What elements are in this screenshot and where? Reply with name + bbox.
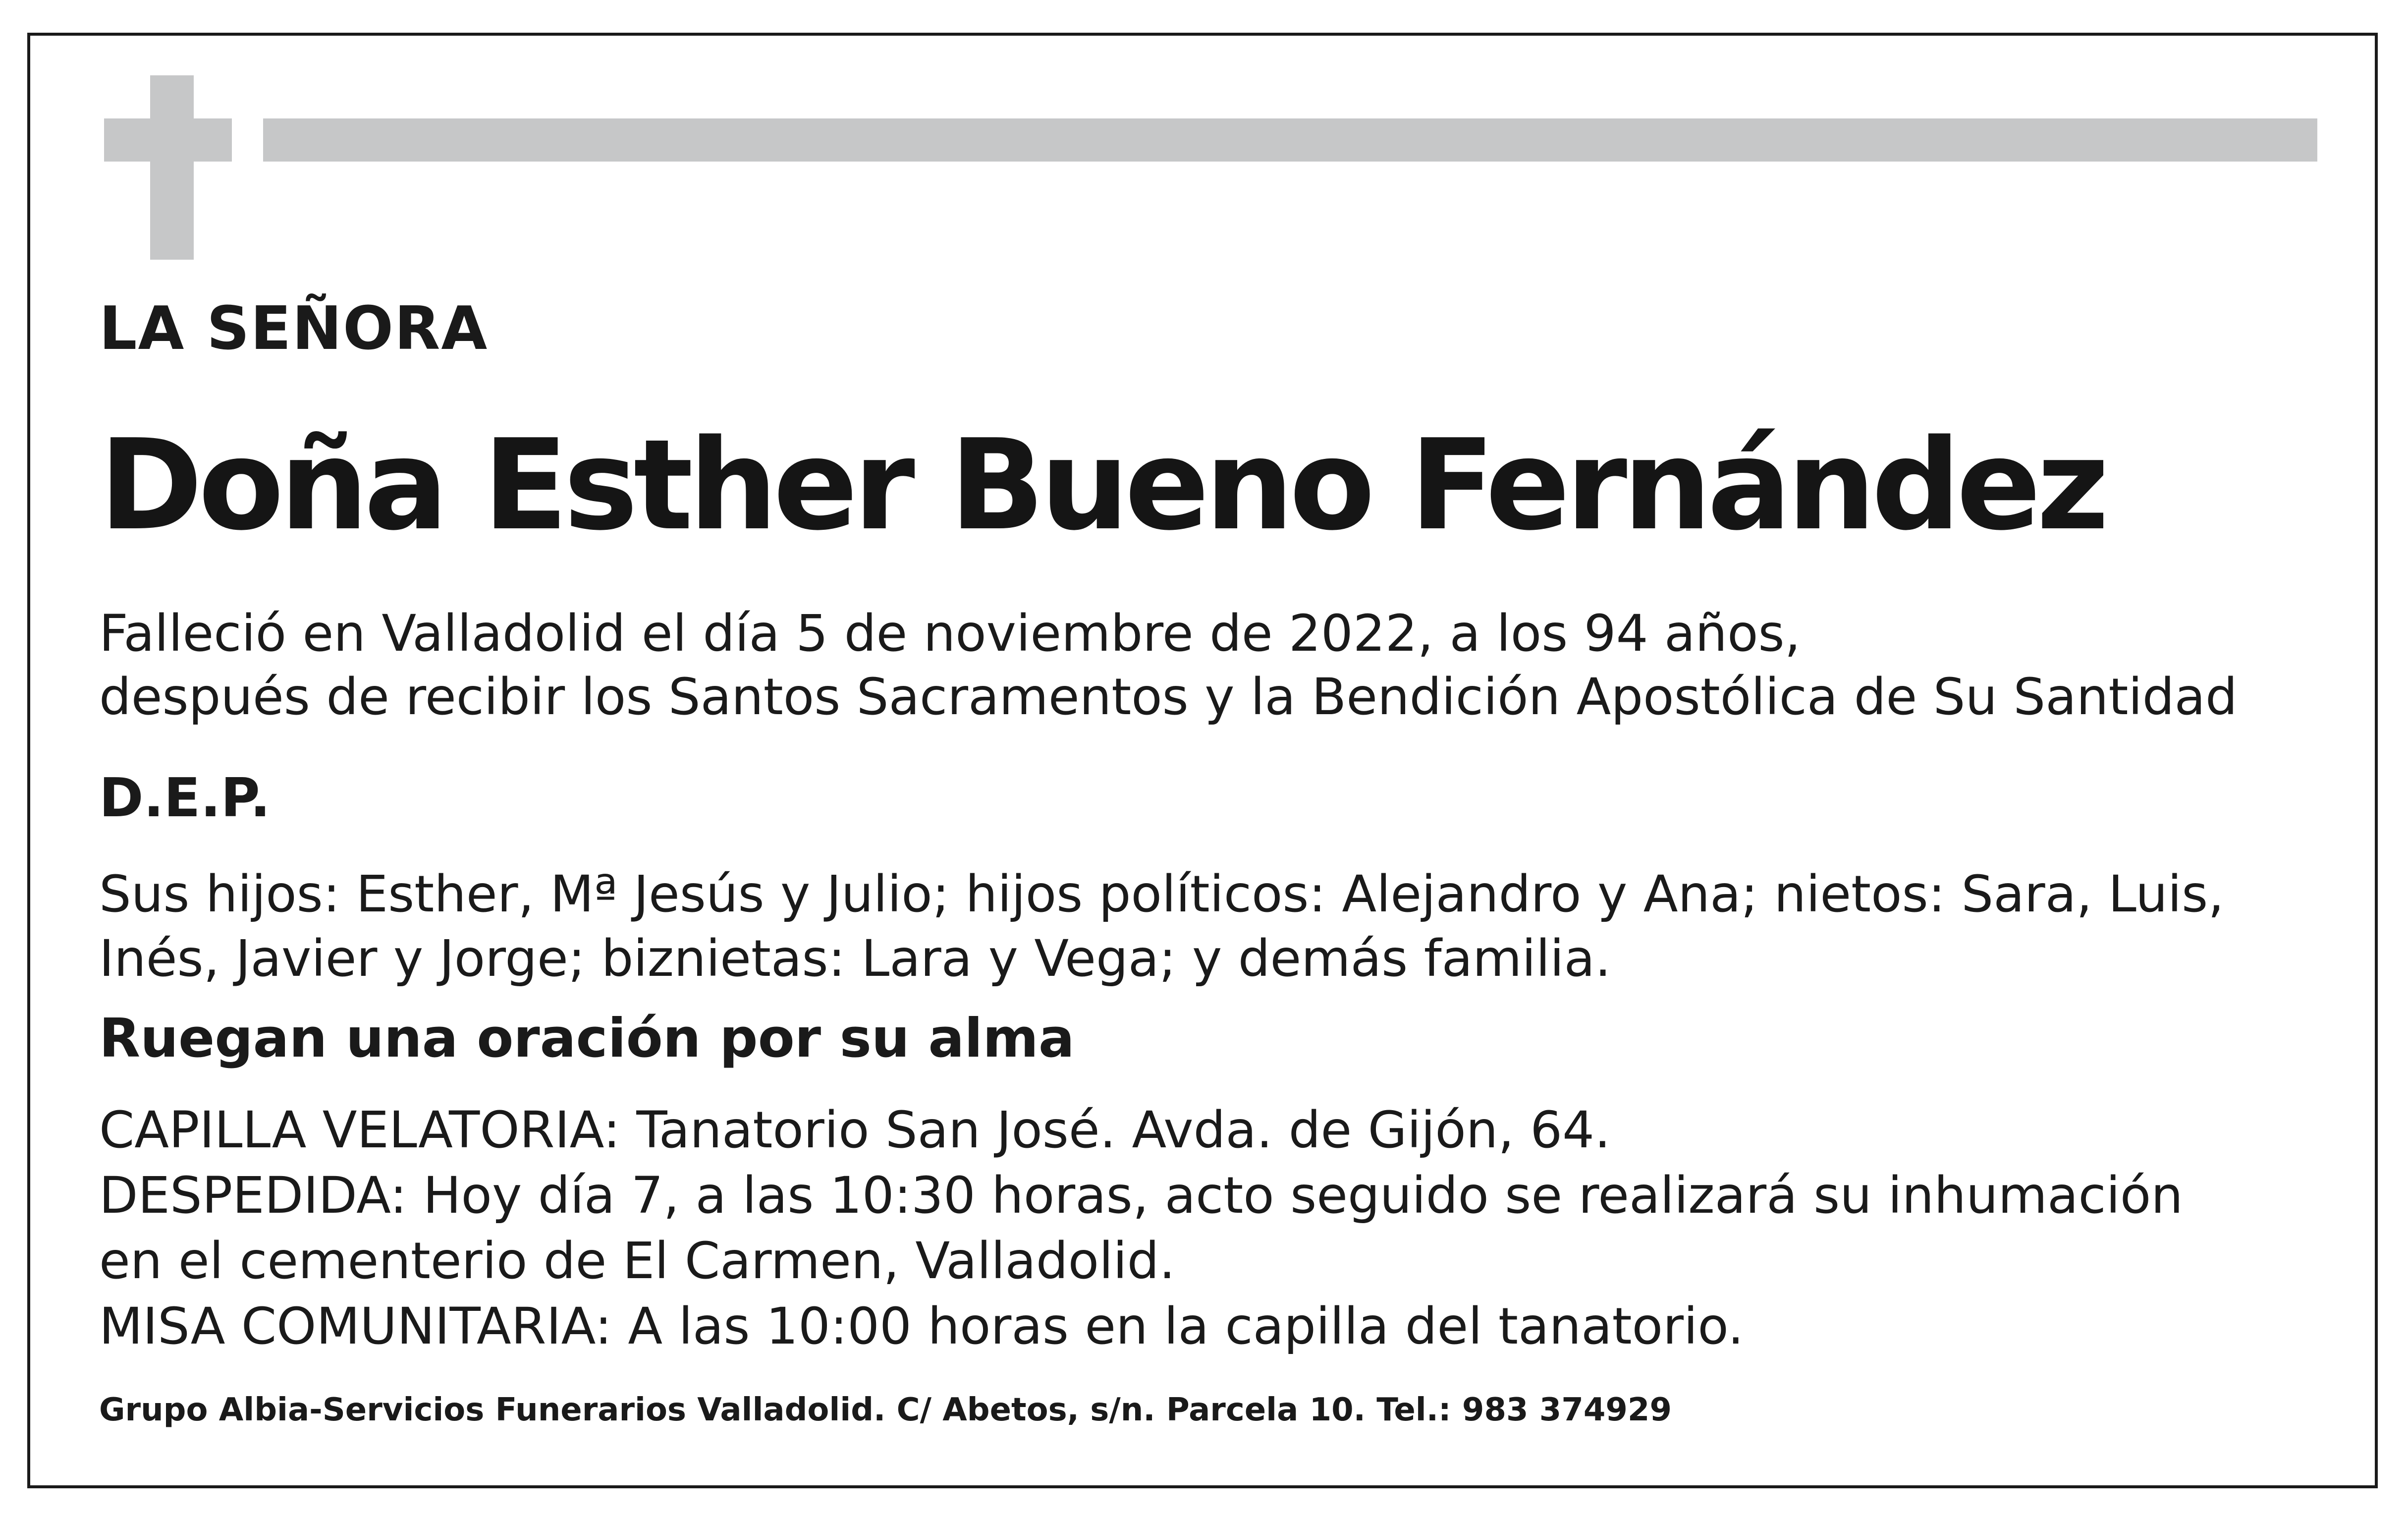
death-announcement [99,602,2238,729]
title-label: LA SEÑORA [99,294,489,363]
rip-label: D.E.P. [99,767,271,829]
death-line-2: después de recibir los Santos Sacramentos y la Bendición Apostólica de Su Santidad [99,668,2238,727]
service-details [99,1098,2183,1359]
deceased-name: Doña Esther Bueno Fernández [99,413,2105,558]
details-chapel: CAPILLA VELATORIA: Tanatorio San José. Avda. de Gijón, 64. [99,1101,1611,1160]
cross-horizontal-beam [104,118,232,162]
header-rule [263,118,2317,162]
family-list [99,862,2224,991]
family-line-1: Sus hijos: Esther, Mª Jesús y Julio; hijos políticos: Alejandro y Ana; nietos: Sara, Luis, [99,865,2224,924]
death-line-1: Falleció en Valladolid el día 5 de noviembre de 2022, a los 94 años, [99,604,1801,663]
details-farewell: DESPEDIDA: Hoy día 7, a las 10:30 horas, acto seguido se realizará su inhumación [99,1166,2183,1225]
prayer-request: Ruegan una oración por su alma [99,1008,1075,1070]
details-mass: MISA COMUNITARIA: A las 10:00 horas en la capilla del tanatorio. [99,1297,1744,1356]
funeral-home-footer: Grupo Albia-Servicios Funerarios Valladolid. C/ Abetos, s/n. Parcela 10. Tel.: 983 374929 [99,1392,1672,1428]
details-farewell-cont: en el cementerio de El Carmen, Valladolid. [99,1232,1175,1291]
family-line-2: Inés, Javier y Jorge; biznietas: Lara y Vega; y demás familia. [99,929,1611,988]
cross-vertical-beam [150,75,194,260]
